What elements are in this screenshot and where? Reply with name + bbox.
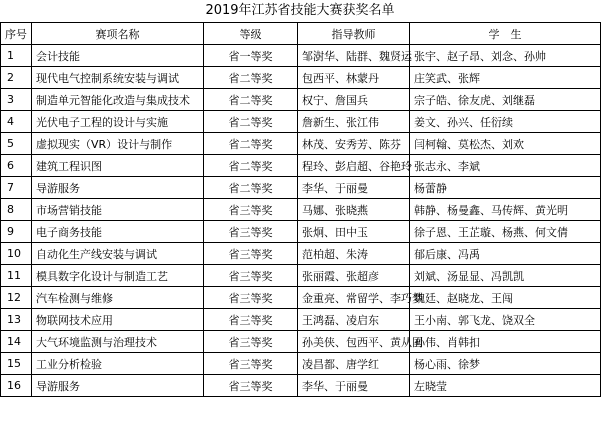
cell-student: 张志永、李斌: [410, 155, 601, 177]
cell-student: 宗子皓、徐友虎、刘继磊: [410, 89, 601, 111]
cell-project: 光伏电子工程的设计与实施: [32, 111, 204, 133]
cell-student: 郁后康、冯禹: [410, 243, 601, 265]
table-row: [1, 243, 601, 265]
header-level: 等级: [204, 23, 298, 45]
cell-teacher: 包西平、林蒙丹: [298, 67, 410, 89]
table-row: [1, 221, 601, 243]
table-row: [1, 199, 601, 221]
cell-index: 2: [1, 67, 32, 89]
cell-teacher: 金重亮、常留学、李巧梦: [298, 287, 410, 309]
cell-level: 省三等奖: [204, 331, 298, 353]
cell-level: 省二等奖: [204, 155, 298, 177]
cell-teacher: 凌昌都、唐学红: [298, 353, 410, 375]
cell-teacher: 权宁、詹国兵: [298, 89, 410, 111]
cell-level: 省一等奖: [204, 45, 298, 67]
cell-teacher: 李华、于丽曼: [298, 375, 410, 397]
cell-level: 省二等奖: [204, 177, 298, 199]
table-row: [1, 177, 601, 199]
page-title: 2019年江苏省技能大赛获奖名单: [205, 3, 395, 18]
cell-teacher: 张炯、田中玉: [298, 221, 410, 243]
cell-index: 14: [1, 331, 32, 353]
cell-student: 闫柯翰、莫松杰、刘欢: [410, 133, 601, 155]
cell-index: 5: [1, 133, 32, 155]
cell-teacher: 张丽霞、张超彦: [298, 265, 410, 287]
table-row: [1, 155, 601, 177]
cell-index: 1: [1, 45, 32, 67]
cell-index: 11: [1, 265, 32, 287]
cell-student: 王小南、郭飞龙、饶双全: [410, 309, 601, 331]
cell-level: 省三等奖: [204, 199, 298, 221]
cell-student: 孙伟、肖韩扣: [410, 331, 601, 353]
table-row: [1, 331, 601, 353]
cell-index: 9: [1, 221, 32, 243]
cell-student: 庄笑武、张辉: [410, 67, 601, 89]
header-project: 赛项名称: [32, 23, 204, 45]
cell-project: 现代电气控制系统安装与调试: [32, 67, 204, 89]
cell-level: 省三等奖: [204, 221, 298, 243]
table-row: [1, 133, 601, 155]
cell-project: 导游服务: [32, 375, 204, 397]
cell-student: 张宇、赵子昂、刘念、孙帅: [410, 45, 601, 67]
cell-project: 导游服务: [32, 177, 204, 199]
table-row: [1, 265, 601, 287]
cell-teacher: 李华、于丽曼: [298, 177, 410, 199]
header-row: [1, 23, 601, 45]
cell-student: 魏廷、赵晓龙、王闯: [410, 287, 601, 309]
cell-level: 省二等奖: [204, 133, 298, 155]
cell-project: 汽车检测与维修: [32, 287, 204, 309]
cell-teacher: 范柏超、朱涛: [298, 243, 410, 265]
cell-level: 省二等奖: [204, 89, 298, 111]
table-row: [1, 89, 601, 111]
table-row: [1, 375, 601, 397]
cell-index: 10: [1, 243, 32, 265]
cell-level: 省二等奖: [204, 111, 298, 133]
cell-level: 省三等奖: [204, 265, 298, 287]
header-teacher: 指导教师: [298, 23, 410, 45]
cell-teacher: 程玲、彭启超、谷艳玲: [298, 155, 410, 177]
cell-student: 徐子恩、王芷璇、杨燕、何文倩: [410, 221, 601, 243]
cell-index: 7: [1, 177, 32, 199]
cell-teacher: 林茂、安秀芳、陈芬: [298, 133, 410, 155]
cell-student: 刘斌、汤显显、冯凯凯: [410, 265, 601, 287]
cell-teacher: 马娜、张晓燕: [298, 199, 410, 221]
cell-teacher: 孙美侠、包西平、黄从国: [298, 331, 410, 353]
cell-index: 6: [1, 155, 32, 177]
cell-index: 16: [1, 375, 32, 397]
table-row: [1, 287, 601, 309]
cell-teacher: 邹澍华、陆群、魏贤运: [298, 45, 410, 67]
cell-project: 制造单元智能化改造与集成技术: [32, 89, 204, 111]
cell-teacher: 王鸿磊、凌启东: [298, 309, 410, 331]
cell-student: 左晓莹: [410, 375, 601, 397]
table-row: [1, 353, 601, 375]
cell-student: 杨心雨、徐梦: [410, 353, 601, 375]
cell-project: 虚拟现实（VR）设计与制作: [32, 133, 204, 155]
cell-level: 省三等奖: [204, 309, 298, 331]
cell-level: 省三等奖: [204, 243, 298, 265]
cell-project: 工业分析检验: [32, 353, 204, 375]
cell-project: 建筑工程识图: [32, 155, 204, 177]
cell-level: 省二等奖: [204, 67, 298, 89]
table-row: [1, 67, 601, 89]
cell-project: 大气环境监测与治理技术: [32, 331, 204, 353]
cell-index: 4: [1, 111, 32, 133]
header-student: 学 生: [410, 23, 601, 45]
cell-teacher: 詹新生、张江伟: [298, 111, 410, 133]
cell-index: 3: [1, 89, 32, 111]
header-index: 序号: [1, 23, 32, 45]
table-row: [1, 111, 601, 133]
cell-index: 12: [1, 287, 32, 309]
table-row: [1, 309, 601, 331]
cell-student: 杨蕾静: [410, 177, 601, 199]
cell-level: 省三等奖: [204, 287, 298, 309]
cell-level: 省三等奖: [204, 353, 298, 375]
cell-level: 省三等奖: [204, 375, 298, 397]
cell-project: 模具数字化设计与制造工艺: [32, 265, 204, 287]
cell-index: 15: [1, 353, 32, 375]
cell-project: 电子商务技能: [32, 221, 204, 243]
cell-index: 13: [1, 309, 32, 331]
cell-student: 韩静、杨曼鑫、马传辉、黄光明: [410, 199, 601, 221]
cell-index: 8: [1, 199, 32, 221]
awards-table: [0, 22, 601, 397]
cell-project: 自动化生产线安装与调试: [32, 243, 204, 265]
table-row: [1, 45, 601, 67]
cell-project: 市场营销技能: [32, 199, 204, 221]
cell-project: 会计技能: [32, 45, 204, 67]
cell-project: 物联网技术应用: [32, 309, 204, 331]
cell-student: 姜文、孙兴、任衍续: [410, 111, 601, 133]
